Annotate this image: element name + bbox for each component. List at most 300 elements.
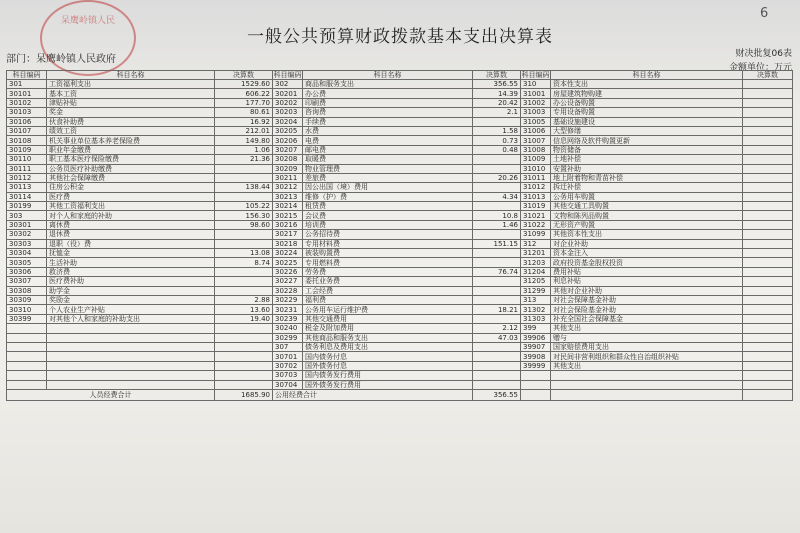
capital-code-cell: 39908 (521, 352, 551, 361)
public-name-cell: 差旅费 (303, 173, 473, 182)
personnel-amount-cell: 149.80 (215, 136, 273, 145)
personnel-code-cell: 30112 (7, 173, 47, 182)
public-code-cell: 30215 (273, 211, 303, 220)
capital-amount-cell (743, 183, 793, 192)
capital-amount-cell (743, 249, 793, 258)
personnel-total-label: 人员经费合计 (7, 389, 215, 400)
public-amount-cell (473, 230, 521, 239)
personnel-code-cell (7, 333, 47, 342)
personnel-name-cell: 退职（役）费 (47, 239, 215, 248)
personnel-amount-cell: 212.01 (215, 126, 273, 135)
personnel-name-cell: 医疗费 (47, 192, 215, 201)
personnel-code-cell: 30305 (7, 258, 47, 267)
personnel-name-cell: 抚恤金 (47, 249, 215, 258)
capital-code-cell: 31005 (521, 117, 551, 126)
capital-code-cell: 31011 (521, 173, 551, 182)
capital-amount-cell (743, 80, 793, 89)
capital-amount-cell (743, 258, 793, 267)
personnel-code-cell: 30304 (7, 249, 47, 258)
capital-amount-cell (743, 267, 793, 276)
header-name: 科目名称 (303, 71, 473, 80)
header-amount: 决算数 (473, 71, 521, 80)
capital-amount-cell (743, 286, 793, 295)
public-code-cell: 30217 (273, 230, 303, 239)
table-row (7, 342, 793, 351)
capital-amount-cell (743, 164, 793, 173)
public-amount-cell (473, 164, 521, 173)
personnel-code-cell: 30308 (7, 286, 47, 295)
table-row (7, 117, 793, 126)
public-code-cell: 30225 (273, 258, 303, 267)
public-name-cell: 邮电费 (303, 145, 473, 154)
capital-amount-cell (743, 155, 793, 164)
table-row (7, 314, 793, 323)
public-amount-cell (473, 314, 521, 323)
capital-code-cell: 31001 (521, 89, 551, 98)
expenditure-table (6, 70, 793, 401)
public-code-cell: 30214 (273, 202, 303, 211)
table-row (7, 89, 793, 98)
public-name-cell: 委托业务费 (303, 277, 473, 286)
personnel-amount-cell: 2.88 (215, 295, 273, 304)
capital-name-cell: 土地补偿 (551, 155, 743, 164)
public-amount-cell (473, 295, 521, 304)
table-row (7, 155, 793, 164)
capital-name-cell: 文物和陈列品购置 (551, 211, 743, 220)
public-code-cell: 30227 (273, 277, 303, 286)
capital-amount-cell (743, 108, 793, 117)
personnel-name-cell: 助学金 (47, 286, 215, 295)
personnel-code-cell: 30306 (7, 267, 47, 276)
capital-name-cell: 补充全国社会保障基金 (551, 314, 743, 323)
personnel-code-cell: 30107 (7, 126, 47, 135)
capital-code-cell: 31012 (521, 183, 551, 192)
capital-name-cell: 其他支出 (551, 361, 743, 370)
table-row (7, 277, 793, 286)
table-row (7, 108, 793, 117)
personnel-code-cell: 30102 (7, 98, 47, 107)
public-name-cell: 租赁费 (303, 202, 473, 211)
capital-name-cell: 拆迁补偿 (551, 183, 743, 192)
public-code-cell: 30207 (273, 145, 303, 154)
capital-name-cell: 专用设备购置 (551, 108, 743, 117)
personnel-amount-cell: 13.08 (215, 249, 273, 258)
capital-name-cell: 大型修缮 (551, 126, 743, 135)
capital-code-cell: 31010 (521, 164, 551, 173)
personnel-code-cell: 30310 (7, 305, 47, 314)
public-amount-cell (473, 286, 521, 295)
header-code: 科目编码 (273, 71, 302, 79)
public-code-cell: 30240 (273, 324, 303, 333)
table-row (7, 80, 793, 89)
personnel-name-cell: 医疗费补助 (47, 277, 215, 286)
public-name-cell: 公务用车运行维护费 (303, 305, 473, 314)
capital-code-cell: 31002 (521, 98, 551, 107)
personnel-code-cell: 30399 (7, 314, 47, 323)
header-code: 科目编码 (521, 71, 550, 79)
personnel-name-cell: 其他工资福利支出 (47, 202, 215, 211)
header-amount: 决算数 (215, 71, 273, 80)
personnel-amount-cell (215, 371, 273, 380)
capital-name-cell: 国家赔偿费用支出 (551, 342, 743, 351)
capital-code-cell: 31302 (521, 305, 551, 314)
personnel-name-cell (47, 333, 215, 342)
personnel-name-cell (47, 380, 215, 389)
capital-code-cell: 312 (521, 239, 551, 248)
capital-code-cell: 31203 (521, 258, 551, 267)
public-name-cell: 电费 (303, 136, 473, 145)
personnel-name-cell: 救济费 (47, 267, 215, 276)
capital-name-cell: 其他交通工具购置 (551, 202, 743, 211)
header-name: 科目名称 (47, 71, 215, 80)
public-code-cell: 30205 (273, 126, 303, 135)
personnel-amount-cell (215, 173, 273, 182)
capital-name-cell: 赠与 (551, 333, 743, 342)
public-code-cell: 30704 (273, 380, 303, 389)
public-code-cell: 30701 (273, 352, 303, 361)
public-code-cell: 30703 (273, 371, 303, 380)
personnel-amount-cell: 19.40 (215, 314, 273, 323)
personnel-amount-cell: 98.60 (215, 220, 273, 229)
personnel-name-cell: 奖金 (47, 108, 215, 117)
table-row (7, 145, 793, 154)
personnel-code-cell: 30303 (7, 239, 47, 248)
public-code-cell: 30231 (273, 305, 303, 314)
personnel-name-cell: 其他社会保障缴费 (47, 173, 215, 182)
public-name-cell: 专用材料费 (303, 239, 473, 248)
personnel-amount-cell: 156.30 (215, 211, 273, 220)
public-code-cell: 307 (273, 342, 303, 351)
personnel-name-cell: 津贴补贴 (47, 98, 215, 107)
official-seal: 呆鹰岭镇人民 (40, 0, 136, 76)
page-number: 6 (760, 6, 769, 21)
public-amount-cell (473, 361, 521, 370)
capital-amount-cell (743, 126, 793, 135)
personnel-amount-cell: 105.22 (215, 202, 273, 211)
capital-name-cell: 其他对企业补助 (551, 286, 743, 295)
personnel-amount-cell: 1529.60 (215, 80, 273, 89)
capital-name-cell: 利息补贴 (551, 277, 743, 286)
personnel-amount-cell (215, 192, 273, 201)
public-code-cell: 30201 (273, 89, 303, 98)
personnel-amount-cell (215, 380, 273, 389)
capital-code-cell: 39999 (521, 361, 551, 370)
personnel-code-cell: 301 (7, 80, 47, 89)
public-name-cell: 手续费 (303, 117, 473, 126)
personnel-amount-cell (215, 342, 273, 351)
table-row (7, 98, 793, 107)
capital-code-cell: 31303 (521, 314, 551, 323)
capital-code-cell (521, 380, 551, 389)
personnel-name-cell: 对个人和家庭的补助 (47, 211, 215, 220)
table-row (7, 211, 793, 220)
table-row (7, 136, 793, 145)
table-row (7, 239, 793, 248)
public-code-cell: 30226 (273, 267, 303, 276)
capital-name-cell: 政府投资基金股权投资 (551, 258, 743, 267)
table-row (7, 258, 793, 267)
public-amount-cell: 1.58 (473, 126, 521, 135)
public-name-cell: 国外债务发行费用 (303, 380, 473, 389)
capital-name-cell: 资本性支出 (551, 80, 743, 89)
public-amount-cell (473, 155, 521, 164)
personnel-name-cell: 离休费 (47, 220, 215, 229)
capital-code-cell: 31013 (521, 192, 551, 201)
public-code-cell: 30208 (273, 155, 303, 164)
personnel-amount-cell: 21.36 (215, 155, 273, 164)
personnel-name-cell: 奖励金 (47, 295, 215, 304)
table-row (7, 361, 793, 370)
personnel-code-cell: 30101 (7, 89, 47, 98)
capital-amount-cell (743, 173, 793, 182)
public-name-cell: 印刷费 (303, 98, 473, 107)
table-row (7, 126, 793, 135)
capital-amount-cell (743, 371, 793, 380)
personnel-code-cell: 30302 (7, 230, 47, 239)
public-amount-cell: 2.12 (473, 324, 521, 333)
personnel-code-cell (7, 342, 47, 351)
table-row (7, 267, 793, 276)
personnel-name-cell: 对其他个人和家庭的补助支出 (47, 314, 215, 323)
capital-amount-cell (743, 305, 793, 314)
capital-amount-cell (743, 239, 793, 248)
personnel-code-cell: 30113 (7, 183, 47, 192)
public-name-cell: 物业管理费 (303, 164, 473, 173)
public-name-cell: 国内债务发行费用 (303, 371, 473, 380)
capital-code-cell: 31007 (521, 136, 551, 145)
public-amount-cell (473, 249, 521, 258)
capital-code-cell (521, 371, 551, 380)
public-code-cell: 30206 (273, 136, 303, 145)
capital-name-cell: 地上附着物和青苗补偿 (551, 173, 743, 182)
public-amount-cell (473, 202, 521, 211)
personnel-code-cell: 30108 (7, 136, 47, 145)
personnel-amount-cell: 8.74 (215, 258, 273, 267)
table-row (7, 371, 793, 380)
public-amount-cell: 14.39 (473, 89, 521, 98)
header-name: 科目名称 (551, 71, 743, 80)
table-row (7, 305, 793, 314)
capital-name-cell: 无形资产购置 (551, 220, 743, 229)
header-code: 科目编码 (7, 71, 47, 80)
public-code-cell: 30213 (273, 192, 303, 201)
public-code-cell: 30211 (273, 173, 303, 182)
public-name-cell: 培训费 (303, 220, 473, 229)
capital-code-cell: 39906 (521, 333, 551, 342)
personnel-code-cell (7, 371, 47, 380)
empty-cell (521, 389, 551, 400)
personnel-name-cell: 绩效工资 (47, 126, 215, 135)
public-name-cell: 劳务费 (303, 267, 473, 276)
capital-amount-cell (743, 277, 793, 286)
personnel-code-cell (7, 352, 47, 361)
capital-amount-cell (743, 145, 793, 154)
public-name-cell: 会议费 (303, 211, 473, 220)
public-amount-cell (473, 117, 521, 126)
personnel-name-cell: 职工基本医疗保险缴费 (47, 155, 215, 164)
public-code-cell: 30702 (273, 361, 303, 370)
header-amount: 决算数 (743, 71, 793, 80)
capital-name-cell: 对社会保险基金补助 (551, 305, 743, 314)
public-amount-cell: 20.26 (473, 173, 521, 182)
table-row (7, 202, 793, 211)
capital-code-cell: 31009 (521, 155, 551, 164)
personnel-name-cell (47, 342, 215, 351)
personnel-name-cell: 机关事业单位基本养老保险费 (47, 136, 215, 145)
personnel-code-cell: 30109 (7, 145, 47, 154)
capital-name-cell: 费用补贴 (551, 267, 743, 276)
capital-amount-cell (743, 98, 793, 107)
table-row (7, 173, 793, 182)
public-name-cell: 其他交通费用 (303, 314, 473, 323)
capital-name-cell: 对社会保障基金补助 (551, 295, 743, 304)
public-amount-cell: 4.34 (473, 192, 521, 201)
public-name-cell: 福利费 (303, 295, 473, 304)
capital-code-cell: 31006 (521, 126, 551, 135)
personnel-name-cell: 住房公积金 (47, 183, 215, 192)
capital-amount-cell (743, 117, 793, 126)
public-code-cell: 30224 (273, 249, 303, 258)
personnel-amount-cell (215, 230, 273, 239)
capital-name-cell: 资本金注入 (551, 249, 743, 258)
capital-amount-cell (743, 192, 793, 201)
capital-amount-cell (743, 211, 793, 220)
capital-amount-cell (743, 230, 793, 239)
public-code-cell: 30209 (273, 164, 303, 173)
capital-amount-cell (743, 89, 793, 98)
personnel-amount-cell: 80.61 (215, 108, 273, 117)
public-amount-cell (473, 371, 521, 380)
capital-name-cell: 公务用车购置 (551, 192, 743, 201)
public-total-label: 公用经费合计 (273, 389, 473, 400)
capital-amount-cell (743, 314, 793, 323)
public-name-cell: 商品和服务支出 (303, 80, 473, 89)
capital-code-cell: 39907 (521, 342, 551, 351)
public-amount-cell: 0.73 (473, 136, 521, 145)
personnel-amount-cell (215, 286, 273, 295)
personnel-amount-cell: 606.22 (215, 89, 273, 98)
public-amount-cell: 356.55 (473, 80, 521, 89)
personnel-code-cell: 30199 (7, 202, 47, 211)
public-code-cell: 302 (273, 80, 303, 89)
personnel-amount-cell (215, 164, 273, 173)
personnel-code-cell: 30103 (7, 108, 47, 117)
capital-code-cell: 31022 (521, 220, 551, 229)
personnel-amount-cell (215, 352, 273, 361)
capital-amount-cell (743, 361, 793, 370)
table-row (7, 324, 793, 333)
public-code-cell: 30216 (273, 220, 303, 229)
capital-code-cell: 313 (521, 295, 551, 304)
empty-cell (743, 389, 793, 400)
personnel-code-cell (7, 380, 47, 389)
personnel-code-cell (7, 324, 47, 333)
capital-amount-cell (743, 136, 793, 145)
capital-code-cell: 399 (521, 324, 551, 333)
capital-code-cell: 31205 (521, 277, 551, 286)
personnel-amount-cell (215, 267, 273, 276)
table-header-row (7, 71, 793, 80)
public-amount-cell: 151.15 (473, 239, 521, 248)
capital-amount-cell (743, 333, 793, 342)
table-row (7, 295, 793, 304)
personnel-name-cell (47, 324, 215, 333)
table-row (7, 230, 793, 239)
personnel-name-cell (47, 361, 215, 370)
personnel-name-cell: 退休费 (47, 230, 215, 239)
public-name-cell: 咨询费 (303, 108, 473, 117)
personnel-name-cell: 基本工资 (47, 89, 215, 98)
capital-name-cell: 对企业补助 (551, 239, 743, 248)
public-amount-cell: 20.42 (473, 98, 521, 107)
personnel-name-cell: 个人农业生产补贴 (47, 305, 215, 314)
personnel-amount-cell (215, 361, 273, 370)
public-amount-cell: 76.74 (473, 267, 521, 276)
public-amount-cell (473, 258, 521, 267)
department-label: 部门：呆鹰岭镇人民政府 (6, 54, 116, 65)
capital-code-cell: 310 (521, 80, 551, 89)
capital-code-cell: 31204 (521, 267, 551, 276)
public-amount-cell: 1.46 (473, 220, 521, 229)
public-name-cell: 公务招待费 (303, 230, 473, 239)
table-row (7, 352, 793, 361)
personnel-amount-cell (215, 324, 273, 333)
public-name-cell: 办公费 (303, 89, 473, 98)
public-amount-cell (473, 380, 521, 389)
public-code-cell: 30239 (273, 314, 303, 323)
table-row (7, 183, 793, 192)
capital-name-cell: 基础设施建设 (551, 117, 743, 126)
personnel-amount-cell: 138.44 (215, 183, 273, 192)
table-row (7, 286, 793, 295)
public-code-cell: 30204 (273, 117, 303, 126)
capital-amount-cell (743, 220, 793, 229)
personnel-code-cell: 30111 (7, 164, 47, 173)
document-title: 一般公共预算财政拨款基本支出决算表 (247, 27, 553, 47)
table-row (7, 333, 793, 342)
public-name-cell: 水费 (303, 126, 473, 135)
personnel-code-cell: 30114 (7, 192, 47, 201)
capital-code-cell: 31021 (521, 211, 551, 220)
public-amount-cell: 0.48 (473, 145, 521, 154)
table-row (7, 249, 793, 258)
capital-name-cell: 安置补助 (551, 164, 743, 173)
public-code-cell: 30202 (273, 98, 303, 107)
public-amount-cell: 47.03 (473, 333, 521, 342)
capital-name-cell: 房屋建筑物购建 (551, 89, 743, 98)
empty-cell (551, 389, 743, 400)
public-code-cell: 30212 (273, 183, 303, 192)
personnel-name-cell: 职业年金缴费 (47, 145, 215, 154)
capital-name-cell: 其他支出 (551, 324, 743, 333)
form-code: 财决批复06表 (735, 49, 792, 59)
capital-code-cell: 31019 (521, 202, 551, 211)
personnel-code-cell: 30106 (7, 117, 47, 126)
public-name-cell: 其他商品和服务支出 (303, 333, 473, 342)
capital-code-cell: 31003 (521, 108, 551, 117)
personnel-name-cell (47, 371, 215, 380)
capital-name-cell: 物资储备 (551, 145, 743, 154)
capital-amount-cell (743, 295, 793, 304)
personnel-code-cell: 30110 (7, 155, 47, 164)
personnel-code-cell: 30301 (7, 220, 47, 229)
capital-name-cell: 对民间非营利组织和群众性自治组织补贴 (551, 352, 743, 361)
personnel-amount-cell (215, 239, 273, 248)
capital-code-cell: 31201 (521, 249, 551, 258)
capital-amount-cell (743, 202, 793, 211)
public-name-cell: 工会经费 (303, 286, 473, 295)
personnel-amount-cell (215, 333, 273, 342)
